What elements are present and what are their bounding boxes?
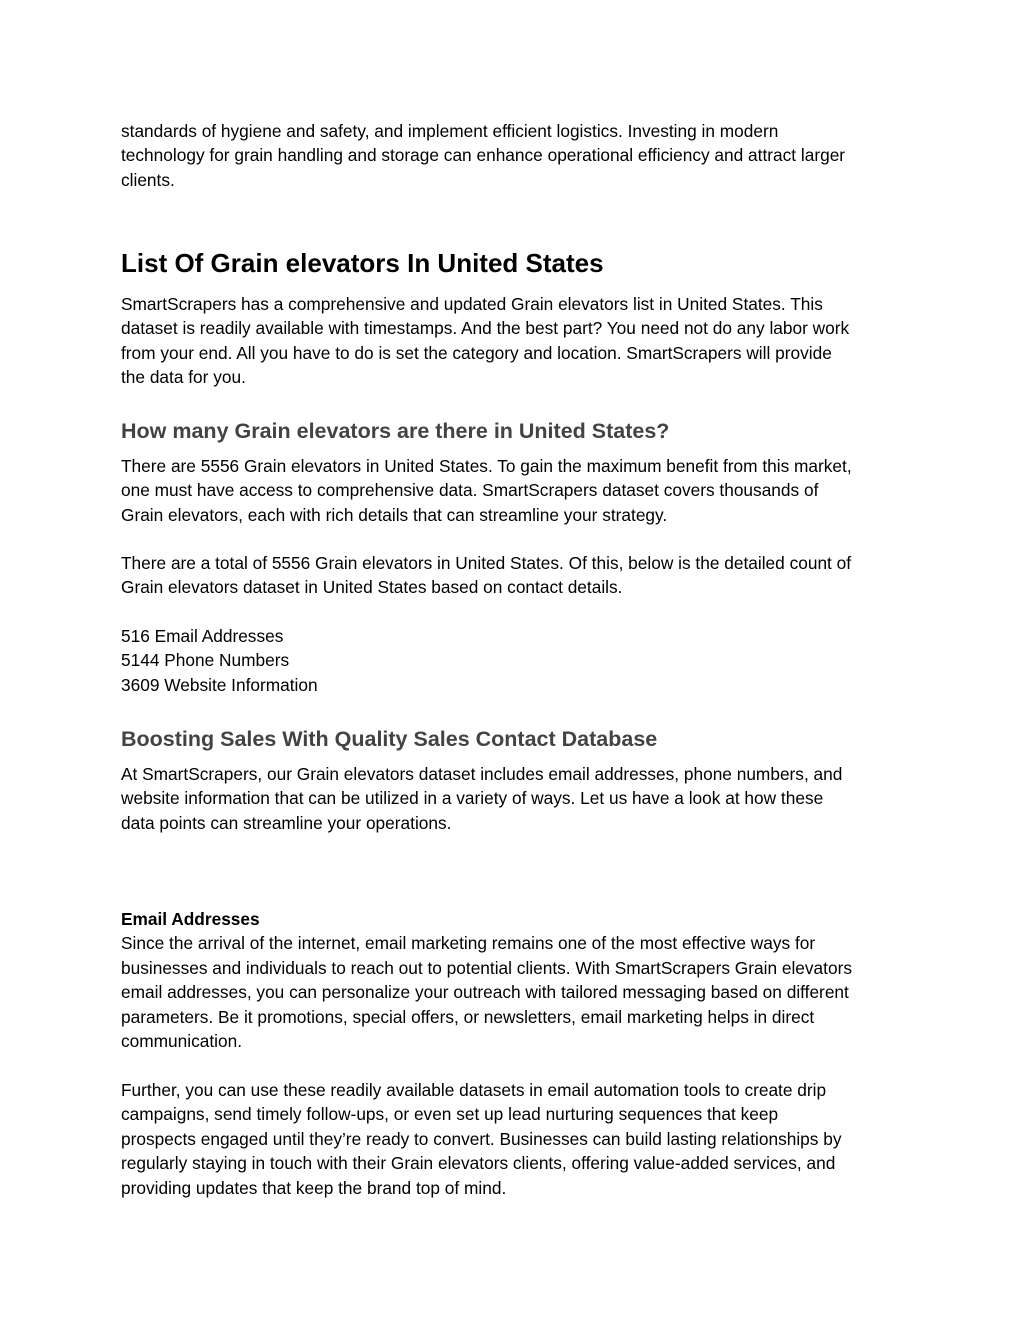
email-section	[121, 907, 852, 1053]
text-line: prospects engaged until they’re ready to convert. Businesses can build lasting relationships by	[121, 1128, 842, 1149]
contact-stats-list	[121, 624, 318, 697]
count-paragraph-2	[121, 551, 851, 600]
list-section-heading: List Of Grain elevators In United States	[121, 248, 604, 278]
text-line: dataset is readily available with timestamps. And the best part? You need not do any labor work	[121, 318, 850, 339]
text-line: parameters. Be it promotions, special offers, or newsletters, email marketing helps in direct	[121, 1006, 815, 1027]
text-line: There are a total of 5556 Grain elevators in United States. Of this, below is the detailed count of	[121, 553, 852, 573]
text-line: standards of hygiene and safety, and implement efficient logistics. Investing in modern	[121, 121, 779, 141]
boost-section-heading: Boosting Sales With Quality Sales Contact Database	[121, 727, 658, 751]
intro-paragraph	[121, 119, 845, 192]
stat-website-information: 3609 Website Information	[121, 674, 318, 695]
list-section-paragraph	[121, 292, 849, 390]
text-line: the data for you.	[121, 367, 246, 388]
text-line: Grain elevators, each with rich details that can streamline your strategy.	[121, 504, 668, 525]
text-line: businesses and individuals to reach out to potential clients. With SmartScrapers Grain elevators	[121, 957, 852, 978]
text-line: data points can streamline your operations.	[121, 812, 452, 833]
text-line: website information that can be utilized in a variety of ways. Let us have a look at how these	[121, 788, 824, 809]
text-line: At SmartScrapers, our Grain elevators dataset includes email addresses, phone numbers, and	[121, 764, 843, 784]
stat-phone-numbers: 5144 Phone Numbers	[121, 650, 290, 671]
text-line: technology for grain handling and storage can enhance operational efficiency and attract larger	[121, 145, 846, 166]
text-line: communication.	[121, 1031, 243, 1052]
text-line: one must have access to comprehensive data. SmartScrapers dataset covers thousands of	[121, 480, 819, 501]
count-paragraph-1	[121, 454, 852, 527]
text-line: providing updates that keep the brand top of mind.	[121, 1177, 507, 1198]
stat-email-addresses: 516 Email Addresses	[121, 626, 284, 646]
text-line: Further, you can use these readily available datasets in email automation tools to create drip	[121, 1080, 827, 1100]
count-section-heading: How many Grain elevators are there in United States?	[121, 419, 670, 443]
text-line: There are 5556 Grain elevators in United States. To gain the maximum benefit from this market,	[121, 456, 852, 476]
email-addresses-heading: Email Addresses	[121, 909, 260, 929]
text-line: campaigns, send timely follow-ups, or even set up lead nurturing sequences that keep	[121, 1104, 779, 1125]
text-line: clients.	[121, 169, 175, 190]
boost-paragraph	[121, 762, 842, 835]
email-paragraph-2	[121, 1078, 841, 1200]
text-line: email addresses, you can personalize your outreach with tailored messaging based on different	[121, 982, 849, 1003]
text-line: from your end. All you have to do is set the category and location. SmartScrapers will provide	[121, 342, 832, 363]
text-line: Grain elevators dataset in United States based on contact details.	[121, 577, 623, 598]
text-line: SmartScrapers has a comprehensive and updated Grain elevators list in United States. This	[121, 294, 823, 314]
text-line: regularly staying in touch with their Grain elevators clients, offering value-added services, and	[121, 1153, 836, 1174]
text-line: Since the arrival of the internet, email marketing remains one of the most effective ways for	[121, 933, 816, 954]
